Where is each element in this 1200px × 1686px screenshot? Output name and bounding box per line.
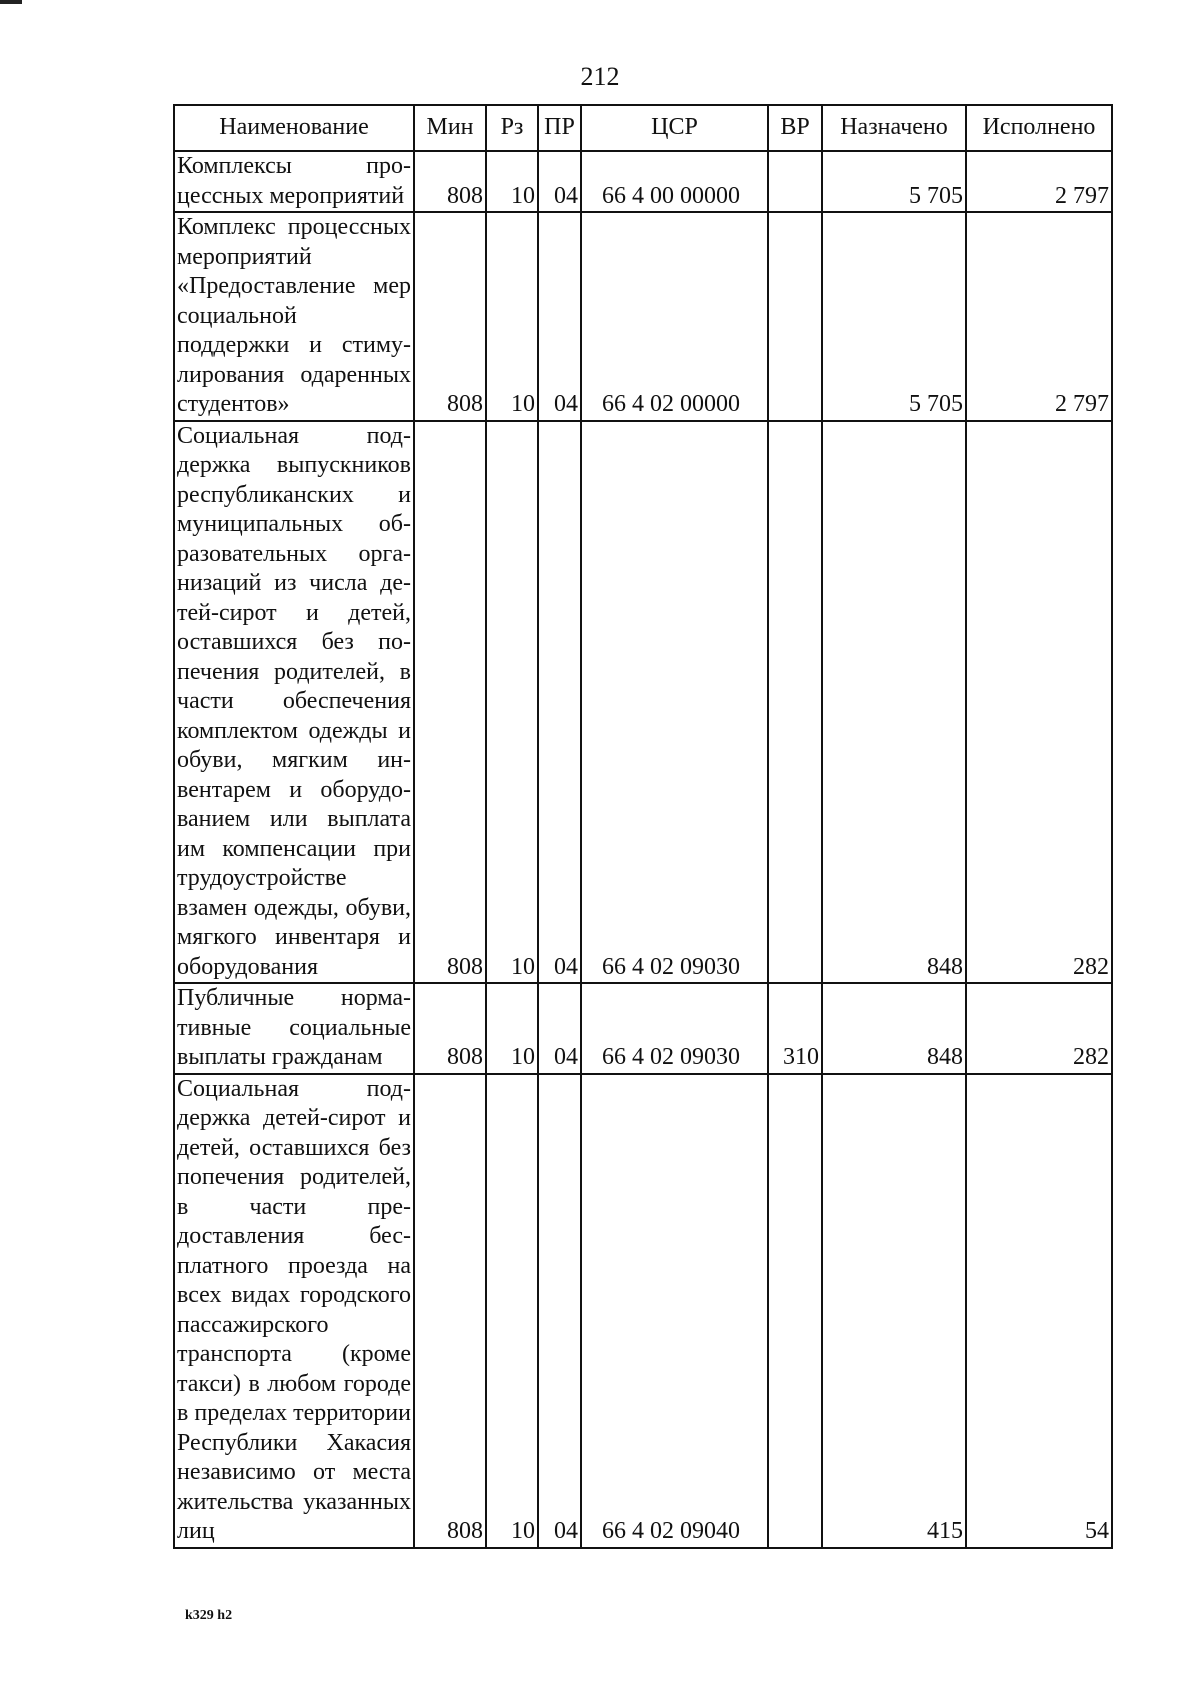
row-rz: 10 (486, 1074, 538, 1548)
header-assigned: Назначено (822, 105, 966, 151)
row-assigned: 5 705 (822, 151, 966, 212)
table-row (174, 151, 1112, 212)
row-min: 808 (414, 151, 486, 212)
table-row (174, 421, 1112, 984)
budget-table (173, 104, 1113, 1549)
row-csr: 66 4 02 09030 (581, 421, 768, 984)
row-pr: 04 (538, 212, 581, 421)
row-pr: 04 (538, 1074, 581, 1548)
row-vr (768, 421, 822, 984)
row-csr: 66 4 02 09040 (581, 1074, 768, 1548)
row-name: Комплексы процессных мероприятий (174, 151, 414, 212)
table-row (174, 983, 1112, 1074)
row-name: Комплекс процессных мероприятий «Предоставление мер социальной поддержки и стимулирования одаренных студентов» (174, 212, 414, 421)
row-name: Публичные нормативные социальные выплаты гражданам (174, 983, 414, 1074)
row-assigned: 5 705 (822, 212, 966, 421)
row-assigned: 848 (822, 421, 966, 984)
row-executed: 54 (966, 1074, 1112, 1548)
row-min: 808 (414, 1074, 486, 1548)
row-csr: 66 4 02 00000 (581, 212, 768, 421)
row-pr: 04 (538, 983, 581, 1074)
row-rz: 10 (486, 212, 538, 421)
row-name: Социальная поддержка выпускников республиканских и муниципальных образовательных организаций из числа детей-сирот и детей, оставшихся без попечения родителей, в части обеспечения комплектом одежды и обуви, мягким инвентарем и оборудованием или выплата им компенсации при трудоустройстве взамен одежды, обуви, мягкого инвентаря и оборудования (174, 421, 414, 984)
row-rz: 10 (486, 151, 538, 212)
row-vr (768, 151, 822, 212)
header-vr: ВР (768, 105, 822, 151)
row-executed: 282 (966, 421, 1112, 984)
row-min: 808 (414, 983, 486, 1074)
row-pr: 04 (538, 151, 581, 212)
header-min: Мин (414, 105, 486, 151)
row-csr: 66 4 02 09030 (581, 983, 768, 1074)
row-executed: 2 797 (966, 212, 1112, 421)
table-header-row (174, 105, 1112, 151)
row-executed: 282 (966, 983, 1112, 1074)
footer-code: k329 h2 (185, 1608, 233, 1623)
row-csr: 66 4 00 00000 (581, 151, 768, 212)
row-rz: 10 (486, 421, 538, 984)
table-row (174, 1074, 1112, 1548)
header-name: Наименование (174, 105, 414, 151)
row-pr: 04 (538, 421, 581, 984)
header-csr: ЦСР (581, 105, 768, 151)
row-vr: 310 (768, 983, 822, 1074)
row-vr (768, 1074, 822, 1548)
page-number: 212 (580, 62, 620, 91)
header-pr: ПР (538, 105, 581, 151)
row-rz: 10 (486, 983, 538, 1074)
row-assigned: 848 (822, 983, 966, 1074)
row-name: Социальная поддержка детей-сирот и детей, оставшихся без попечения родителей, в части предоставления бесплатного проезда на всех видах городского пассажирского транспорта (кроме такси) в любом городе в пределах территории Республики Хакасия независимо от места жительства указанных лиц (174, 1074, 414, 1548)
row-min: 808 (414, 421, 486, 984)
row-executed: 2 797 (966, 151, 1112, 212)
header-executed: Исполнено (966, 105, 1112, 151)
header-rz: Рз (486, 105, 538, 151)
row-assigned: 415 (822, 1074, 966, 1548)
row-vr (768, 212, 822, 421)
table-row (174, 212, 1112, 421)
scan-edge-mark (0, 0, 22, 4)
row-min: 808 (414, 212, 486, 421)
